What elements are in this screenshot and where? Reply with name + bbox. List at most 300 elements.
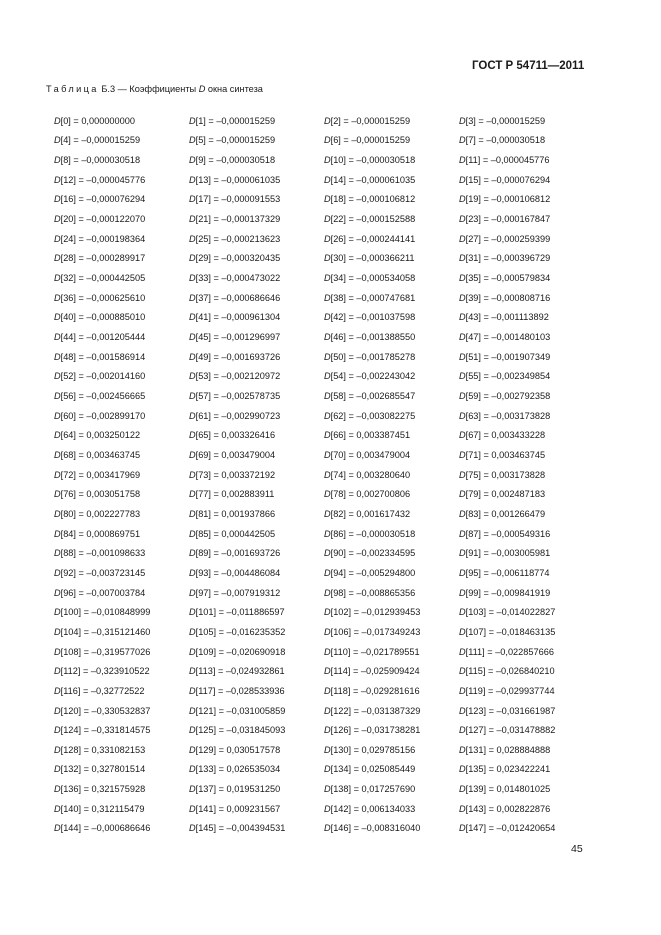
- coefficient-value: [9] = –0,000030518: [195, 155, 276, 166]
- coefficient-symbol: D: [189, 135, 196, 146]
- coefficient-cell: [324, 155, 459, 165]
- coefficient-value: [31] = –0,000396729: [465, 253, 551, 264]
- coefficient-value: [21] = –0,000137329: [195, 214, 281, 225]
- coefficient-value: [38] = –0,000747681: [330, 292, 416, 303]
- coefficient-symbol: D: [459, 646, 466, 657]
- coefficient-value: [47] = –0,001480103: [465, 332, 551, 343]
- coefficient-symbol: D: [54, 155, 61, 166]
- coefficient-cell: [324, 666, 459, 676]
- coefficient-symbol: D: [324, 508, 331, 519]
- coefficient-value: [102] = –0,012939453: [330, 607, 421, 618]
- coefficient-cell: [459, 293, 594, 303]
- coefficient-symbol: D: [189, 567, 196, 578]
- coefficient-cell: [459, 725, 594, 735]
- coefficient-symbol: D: [459, 489, 466, 500]
- coefficient-symbol: D: [54, 194, 61, 205]
- coefficient-value: [107] = –0,018463135: [465, 626, 556, 637]
- coefficient-symbol: D: [459, 626, 466, 637]
- coefficient-cell: [324, 489, 459, 499]
- coefficient-value: [51] = –0,001907349: [465, 351, 551, 362]
- coefficient-value: [18] = –0,000106812: [330, 194, 416, 205]
- coefficient-cell: [189, 450, 324, 460]
- coefficient-value: [73] = 0,003372192: [195, 469, 276, 480]
- coefficient-symbol: D: [54, 174, 61, 185]
- coefficient-symbol: D: [189, 508, 196, 519]
- coefficient-value: [70] = 0,003479004: [330, 449, 411, 460]
- coefficient-cell: [189, 804, 324, 814]
- coefficient-value: [62] = –0,003082275: [330, 410, 416, 421]
- coefficient-value: [136] = 0,321575928: [60, 784, 146, 795]
- coefficient-cell: [189, 253, 324, 263]
- coefficient-symbol: D: [324, 469, 331, 480]
- coefficient-symbol: D: [459, 410, 466, 421]
- coefficient-symbol: D: [54, 410, 61, 421]
- coefficient-value: [134] = 0,025085449: [330, 764, 416, 775]
- coefficient-cell: [189, 823, 324, 833]
- coefficient-value: [3] = –0,000015259: [465, 115, 546, 126]
- coefficient-cell: [54, 253, 189, 263]
- coefficient-value: [131] = 0,028884888: [465, 744, 551, 755]
- coefficient-value: [145] = –0,004394531: [195, 823, 286, 834]
- coefficient-symbol: D: [324, 666, 331, 677]
- coefficient-value: [122] = –0,031387329: [330, 705, 421, 716]
- coefficient-value: [112] = –0,323910522: [60, 666, 150, 677]
- coefficient-symbol: D: [54, 784, 61, 795]
- coefficient-value: [92] = –0,003723145: [60, 567, 146, 578]
- coefficient-value: [43] = –0,001113892: [465, 312, 549, 323]
- coefficient-symbol: D: [324, 174, 331, 185]
- coefficient-value: [36] = –0,000625610: [60, 292, 146, 303]
- coefficient-cell: [459, 155, 594, 165]
- coefficient-value: [63] = –0,003173828: [465, 410, 551, 421]
- coefficient-symbol: D: [459, 194, 466, 205]
- coefficient-cell: [459, 588, 594, 598]
- coefficient-symbol: D: [54, 469, 61, 480]
- caption-text-end: окна синтеза: [205, 84, 263, 94]
- coefficient-cell: [189, 116, 324, 126]
- coefficient-cell: [459, 607, 594, 617]
- coefficient-value: [17] = –0,000091553: [195, 194, 281, 205]
- coefficient-cell: [189, 764, 324, 774]
- coefficient-cell: [324, 194, 459, 204]
- coefficient-symbol: D: [459, 764, 466, 775]
- coefficient-symbol: D: [189, 214, 196, 225]
- coefficient-symbol: D: [189, 449, 196, 460]
- coefficient-value: [93] = –0,004486084: [195, 567, 281, 578]
- coefficient-value: [104] = –0,315121460: [60, 626, 151, 637]
- coefficient-symbol: D: [54, 449, 61, 460]
- coefficient-value: [85] = 0,000442505: [195, 528, 276, 539]
- coefficient-cell: [324, 352, 459, 362]
- coefficient-cell: [324, 588, 459, 598]
- coefficient-symbol: D: [324, 449, 331, 460]
- coefficient-cell: [459, 804, 594, 814]
- coefficient-symbol: D: [324, 587, 331, 598]
- coefficient-cell: [459, 706, 594, 716]
- coefficient-cell: [459, 745, 594, 755]
- coefficient-symbol: D: [189, 253, 196, 264]
- coefficient-symbol: D: [324, 233, 331, 244]
- coefficient-symbol: D: [54, 508, 61, 519]
- coefficient-cell: [459, 568, 594, 578]
- table-row: [54, 760, 614, 780]
- coefficient-symbol: D: [54, 607, 61, 618]
- coefficient-cell: [54, 706, 189, 716]
- coefficient-symbol: D: [459, 744, 466, 755]
- document-header: ГОСТ Р 54711—2011: [472, 60, 585, 72]
- coefficient-cell: [459, 666, 594, 676]
- table-row: [54, 111, 614, 131]
- coefficient-value: [12] = –0,000045776: [60, 174, 146, 185]
- coefficient-cell: [54, 273, 189, 283]
- table-row: [54, 563, 614, 583]
- coefficient-symbol: D: [54, 725, 61, 736]
- coefficient-cell: [459, 430, 594, 440]
- coefficient-value: [53] = –0,002120972: [195, 371, 281, 382]
- coefficient-symbol: D: [459, 587, 466, 598]
- coefficient-symbol: D: [189, 705, 196, 716]
- coefficient-symbol: D: [459, 174, 466, 185]
- coefficient-value: [34] = –0,000534058: [330, 273, 416, 284]
- coefficient-cell: [189, 509, 324, 519]
- coefficient-value: [141] = 0,009231567: [195, 803, 281, 814]
- coefficient-value: [4] = –0,000015259: [60, 135, 141, 146]
- coefficient-symbol: D: [324, 273, 331, 284]
- coefficient-value: [0] = 0,000000000: [60, 115, 135, 126]
- coefficient-cell: [324, 253, 459, 263]
- coefficient-value: [8] = –0,000030518: [60, 155, 141, 166]
- coefficient-cell: [189, 155, 324, 165]
- coefficient-symbol: D: [459, 666, 466, 677]
- coefficient-symbol: D: [324, 135, 331, 146]
- coefficient-value: [77] = 0,002883911: [195, 489, 275, 500]
- coefficient-value: [56] = –0,002456665: [60, 391, 146, 402]
- coefficient-symbol: D: [54, 646, 61, 657]
- coefficient-symbol: D: [189, 410, 196, 421]
- coefficient-cell: [54, 804, 189, 814]
- coefficient-cell: [189, 666, 324, 676]
- coefficient-cell: [54, 450, 189, 460]
- coefficient-symbol: D: [324, 744, 331, 755]
- coefficient-cell: [324, 745, 459, 755]
- coefficient-symbol: D: [54, 233, 61, 244]
- coefficient-value: [140] = 0,312115479: [60, 803, 145, 814]
- coefficient-cell: [189, 352, 324, 362]
- table-row: [54, 661, 614, 681]
- table-row: [54, 386, 614, 406]
- coefficient-cell: [189, 607, 324, 617]
- coefficient-value: [32] = –0,000442505: [60, 273, 146, 284]
- table-row: [54, 288, 614, 308]
- coefficient-symbol: D: [459, 135, 466, 146]
- coefficient-value: [138] = 0,017257690: [330, 784, 416, 795]
- coefficient-cell: [189, 371, 324, 381]
- coefficient-symbol: D: [459, 528, 466, 539]
- coefficient-cell: [54, 548, 189, 558]
- coefficient-cell: [324, 312, 459, 322]
- coefficient-cell: [459, 391, 594, 401]
- coefficient-value: [78] = 0,002700806: [330, 489, 411, 500]
- coefficient-cell: [459, 411, 594, 421]
- coefficient-cell: [324, 509, 459, 519]
- coefficient-value: [82] = 0,001617432: [330, 508, 411, 519]
- coefficient-value: [59] = –0,002792358: [465, 391, 551, 402]
- coefficient-cell: [54, 588, 189, 598]
- coefficient-value: [48] = –0,001586914: [60, 351, 146, 362]
- coefficient-value: [87] = –0,000549316: [465, 528, 551, 539]
- coefficient-cell: [54, 194, 189, 204]
- coefficient-value: [101] = –0,011886597: [195, 607, 285, 618]
- coefficient-cell: [459, 823, 594, 833]
- coefficient-value: [52] = –0,002014160: [60, 371, 146, 382]
- coefficient-cell: [324, 135, 459, 145]
- coefficient-value: [25] = –0,000213623: [195, 233, 281, 244]
- coefficient-symbol: D: [54, 371, 61, 382]
- coefficient-cell: [324, 529, 459, 539]
- table-row: [54, 170, 614, 190]
- coefficient-symbol: D: [189, 155, 196, 166]
- coefficient-symbol: D: [54, 685, 61, 696]
- coefficient-cell: [54, 627, 189, 637]
- table-row: [54, 426, 614, 446]
- coefficient-cell: [54, 234, 189, 244]
- coefficient-symbol: D: [54, 626, 61, 637]
- coefficient-symbol: D: [324, 646, 331, 657]
- table-row: [54, 720, 614, 740]
- coefficient-symbol: D: [54, 528, 61, 539]
- coefficient-symbol: D: [189, 685, 196, 696]
- table-row: [54, 740, 614, 760]
- coefficient-value: [7] = –0,000030518: [465, 135, 546, 146]
- coefficient-cell: [189, 548, 324, 558]
- coefficient-value: [60] = –0,002899170: [60, 410, 146, 421]
- coefficient-symbol: D: [54, 253, 61, 264]
- coefficient-value: [54] = –0,002243042: [330, 371, 416, 382]
- coefficient-cell: [54, 312, 189, 322]
- coefficient-value: [109] = –0,020690918: [195, 646, 286, 657]
- coefficient-symbol: D: [189, 646, 196, 657]
- coefficient-cell: [459, 470, 594, 480]
- coefficient-value: [11] = –0,000045776: [465, 155, 550, 166]
- coefficient-value: [14] = –0,000061035: [330, 174, 416, 185]
- coefficient-symbol: D: [54, 823, 61, 834]
- coefficient-value: [106] = –0,017349243: [330, 626, 421, 637]
- coefficient-value: [81] = 0,001937866: [195, 508, 276, 519]
- coefficient-symbol: D: [189, 666, 196, 677]
- coefficient-cell: [54, 666, 189, 676]
- coefficient-value: [65] = 0,003326416: [195, 430, 276, 441]
- coefficient-symbol: D: [459, 253, 466, 264]
- coefficient-cell: [459, 764, 594, 774]
- coefficient-value: [6] = –0,000015259: [330, 135, 411, 146]
- coefficient-symbol: D: [189, 469, 196, 480]
- coefficient-cell: [324, 784, 459, 794]
- coefficient-value: [2] = –0,000015259: [330, 115, 411, 126]
- coefficient-cell: [54, 214, 189, 224]
- coefficient-value: [39] = –0,000808716: [465, 292, 551, 303]
- coefficient-symbol: D: [324, 607, 331, 618]
- coefficient-value: [143] = 0,002822876: [465, 803, 551, 814]
- coefficient-cell: [54, 607, 189, 617]
- table-row: [54, 583, 614, 603]
- coefficient-value: [15] = –0,000076294: [465, 174, 551, 185]
- coefficient-symbol: D: [324, 784, 331, 795]
- coefficient-value: [61] = –0,002990723: [195, 410, 281, 421]
- table-row: [54, 150, 614, 170]
- coefficient-value: [5] = –0,000015259: [195, 135, 276, 146]
- coefficient-symbol: D: [189, 744, 196, 755]
- coefficient-symbol: D: [324, 705, 331, 716]
- table-row: [54, 622, 614, 642]
- coefficient-symbol: D: [54, 292, 61, 303]
- coefficient-symbol: D: [324, 351, 331, 362]
- coefficient-cell: [324, 450, 459, 460]
- coefficient-value: [133] = 0,026535034: [195, 764, 281, 775]
- table-row: [54, 308, 614, 328]
- coefficient-cell: [324, 725, 459, 735]
- coefficient-symbol: D: [324, 489, 331, 500]
- coefficient-symbol: D: [189, 312, 196, 323]
- coefficient-value: [129] = 0,030517578: [195, 744, 281, 755]
- table-row: [54, 445, 614, 465]
- table-row: [54, 209, 614, 229]
- coefficient-cell: [324, 764, 459, 774]
- table-row: [54, 229, 614, 249]
- coefficient-value: [98] = –0,008865356: [330, 587, 416, 598]
- coefficient-symbol: D: [189, 292, 196, 303]
- coefficient-symbol: D: [189, 194, 196, 205]
- coefficient-symbol: D: [54, 115, 61, 126]
- coefficient-value: [71] = 0,003463745: [465, 449, 546, 460]
- coefficient-symbol: D: [189, 115, 196, 126]
- coefficient-value: [128] = 0,331082153: [60, 744, 146, 755]
- coefficient-value: [45] = –0,001296997: [195, 332, 281, 343]
- coefficient-cell: [54, 135, 189, 145]
- coefficient-cell: [189, 725, 324, 735]
- caption-text: Б.3 — Коэффициенты: [98, 84, 199, 94]
- coefficient-cell: [324, 273, 459, 283]
- coefficient-cell: [189, 647, 324, 657]
- coefficient-symbol: D: [324, 391, 331, 402]
- coefficient-cell: [54, 391, 189, 401]
- coefficient-cell: [324, 627, 459, 637]
- coefficient-cell: [189, 627, 324, 637]
- coefficient-value: [105] = –0,016235352: [195, 626, 286, 637]
- table-row: [54, 367, 614, 387]
- coefficient-symbol: D: [189, 548, 196, 559]
- coefficient-value: [42] = –0,001037598: [330, 312, 416, 323]
- coefficient-symbol: D: [54, 803, 61, 814]
- coefficient-value: [116] = –0,32772522: [60, 685, 145, 696]
- table-row: [54, 642, 614, 662]
- coefficient-value: [103] = –0,014022827: [465, 607, 556, 618]
- coefficient-cell: [459, 352, 594, 362]
- coefficient-cell: [324, 647, 459, 657]
- coefficient-symbol: D: [54, 666, 61, 677]
- table-caption: [46, 84, 606, 94]
- coefficient-value: [86] = –0,000030518: [330, 528, 416, 539]
- coefficient-cell: [189, 312, 324, 322]
- coefficient-value: [49] = –0,001693726: [195, 351, 281, 362]
- coefficient-value: [120] = –0,330532837: [60, 705, 151, 716]
- coefficient-symbol: D: [54, 548, 61, 559]
- coefficient-symbol: D: [459, 508, 466, 519]
- coefficient-cell: [324, 214, 459, 224]
- table-row: [54, 543, 614, 563]
- coefficient-cell: [189, 332, 324, 342]
- coefficient-symbol: D: [324, 548, 331, 559]
- coefficient-value: [99] = –0,009841919: [465, 587, 551, 598]
- coefficient-cell: [459, 489, 594, 499]
- coefficient-cell: [189, 686, 324, 696]
- coefficient-cell: [54, 332, 189, 342]
- coefficient-cell: [54, 352, 189, 362]
- coefficient-value: [58] = –0,002685547: [330, 391, 416, 402]
- coefficient-value: [74] = 0,003280640: [330, 469, 411, 480]
- coefficient-value: [91] = –0,003005981: [465, 548, 551, 559]
- table-row: [54, 701, 614, 721]
- coefficient-symbol: D: [189, 784, 196, 795]
- coefficient-value: [57] = –0,002578735: [195, 391, 281, 402]
- coefficient-value: [55] = –0,002349854: [465, 371, 551, 382]
- coefficient-cell: [54, 764, 189, 774]
- coefficient-cell: [324, 470, 459, 480]
- coefficient-value: [142] = 0,006134033: [330, 803, 416, 814]
- coefficient-symbol: D: [54, 135, 61, 146]
- coefficient-symbol: D: [459, 332, 466, 343]
- coefficient-symbol: D: [324, 253, 331, 264]
- coefficient-symbol: D: [189, 489, 196, 500]
- coefficient-value: [114] = –0,025909424: [330, 666, 420, 677]
- coefficient-value: [125] = –0,031845093: [195, 725, 286, 736]
- coefficient-value: [24] = –0,000198364: [60, 233, 146, 244]
- coefficient-cell: [459, 627, 594, 637]
- coefficient-symbol: D: [54, 705, 61, 716]
- coefficient-cell: [189, 489, 324, 499]
- coefficient-symbol: D: [324, 410, 331, 421]
- coefficient-value: [80] = 0,002227783: [60, 508, 141, 519]
- coefficient-symbol: D: [189, 587, 196, 598]
- coefficient-symbol: D: [189, 823, 196, 834]
- coefficient-symbol: D: [459, 449, 466, 460]
- coefficient-value: [75] = 0,003173828: [465, 469, 546, 480]
- coefficient-value: [113] = –0,024932861: [195, 666, 285, 677]
- coefficient-symbol: D: [459, 233, 466, 244]
- coefficient-value: [35] = –0,000579834: [465, 273, 551, 284]
- coefficient-cell: [324, 706, 459, 716]
- coefficient-cell: [189, 194, 324, 204]
- coefficient-value: [29] = –0,000320435: [195, 253, 281, 264]
- coefficient-symbol: D: [459, 391, 466, 402]
- coefficient-cell: [189, 411, 324, 421]
- coefficient-symbol: D: [459, 214, 466, 225]
- coefficient-symbol: D: [189, 332, 196, 343]
- coefficient-value: [19] = –0,000106812: [465, 194, 551, 205]
- coefficient-value: [22] = –0,000152588: [330, 214, 416, 225]
- coefficient-cell: [324, 391, 459, 401]
- coefficient-value: [41] = –0,000961304: [195, 312, 281, 323]
- coefficient-value: [147] = –0,012420654: [465, 823, 556, 834]
- coefficient-cell: [189, 706, 324, 716]
- coefficient-symbol: D: [324, 194, 331, 205]
- coefficient-symbol: D: [324, 155, 331, 166]
- coefficient-symbol: D: [459, 115, 466, 126]
- coefficient-symbol: D: [459, 607, 466, 618]
- table-row: [54, 602, 614, 622]
- coefficient-symbol: D: [54, 489, 61, 500]
- coefficient-symbol: D: [324, 214, 331, 225]
- coefficient-cell: [189, 568, 324, 578]
